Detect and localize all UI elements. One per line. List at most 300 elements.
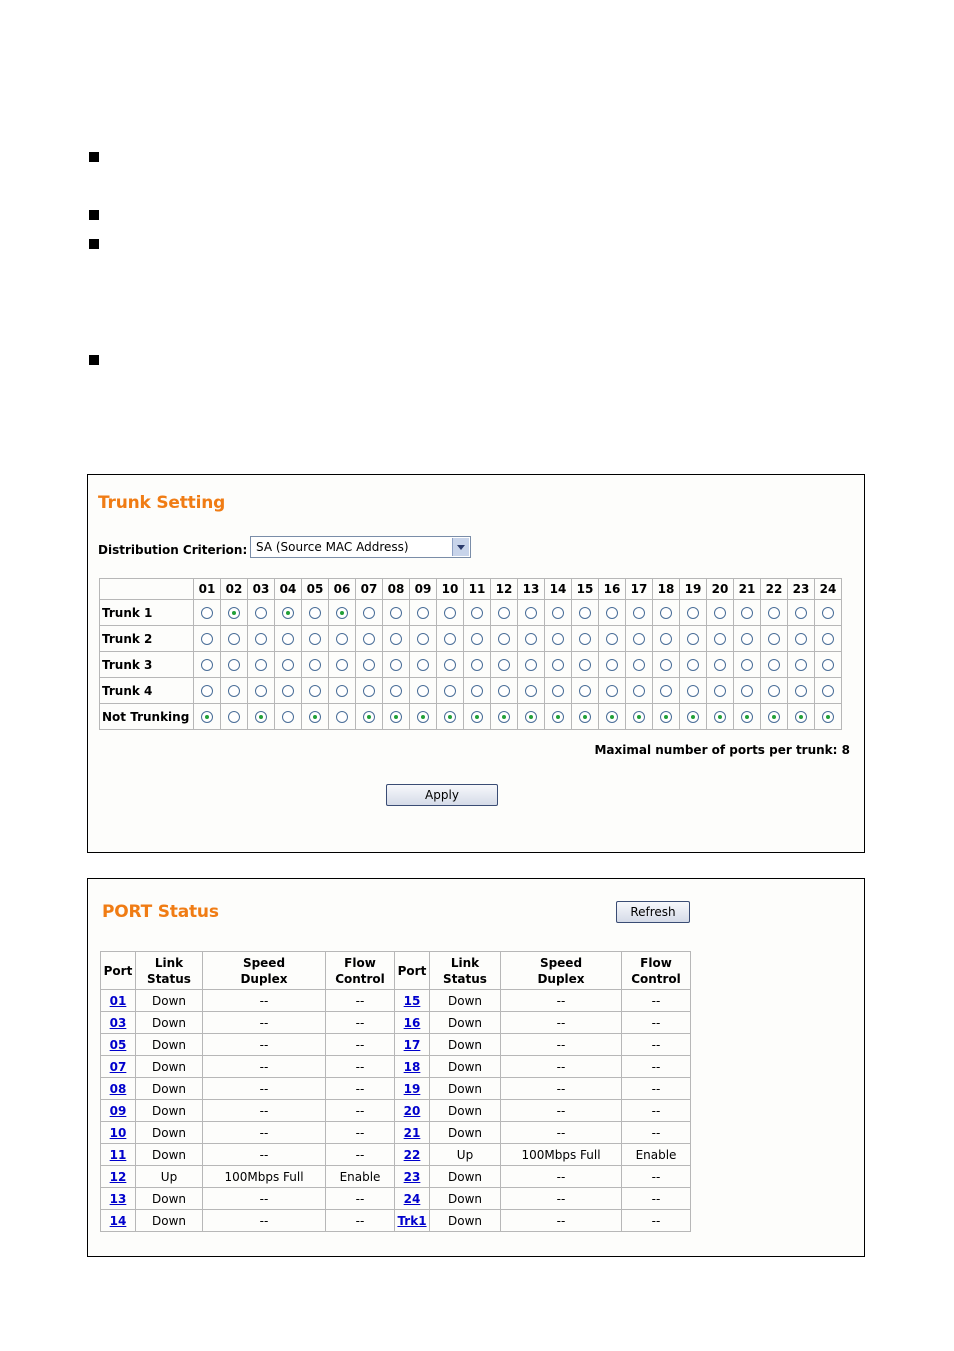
port-link[interactable]: 01 [109,993,127,1008]
port-radio[interactable] [687,659,699,671]
port-radio[interactable] [741,711,753,723]
trunk-cell [572,704,599,730]
port-radio[interactable] [471,633,483,645]
port-header: 09 [410,579,437,600]
trunk-cell [248,626,275,652]
trunk-cell [707,600,734,626]
trunk-cell [302,704,329,730]
trunk-cell [761,600,788,626]
port-radio[interactable] [201,659,213,671]
trunk-cell [788,652,815,678]
link-status-cell: Down [430,1034,501,1056]
port-link[interactable]: 21 [403,1125,421,1140]
trunk-setting-panel [87,474,865,853]
port-header: 16 [599,579,626,600]
link-status-cell: Down [136,1056,203,1078]
port-radio[interactable] [363,607,375,619]
port-radio[interactable] [822,607,834,619]
port-header: 07 [356,579,383,600]
flow-control-cell: -- [622,1166,691,1188]
trunk-row [100,652,842,678]
flow-control-cell: -- [622,1210,691,1232]
port-header: 01 [194,579,221,600]
port-header: 06 [329,579,356,600]
port-header: 22 [761,579,788,600]
port-radio[interactable] [633,685,645,697]
port-radio[interactable] [633,659,645,671]
port-radio[interactable] [687,685,699,697]
port-radio[interactable] [309,659,321,671]
trunk-cell [680,652,707,678]
port-radio[interactable] [633,607,645,619]
trunk-cell [788,678,815,704]
port-radio[interactable] [336,711,348,723]
port-radio[interactable] [255,633,267,645]
port-radio[interactable] [255,607,267,619]
port-radio[interactable] [714,659,726,671]
flow-control-cell: -- [326,1188,395,1210]
port-radio[interactable] [552,607,564,619]
trunk-cell [518,600,545,626]
port-radio[interactable] [795,685,807,697]
apply-button[interactable]: Apply [386,784,498,806]
flow-control-cell: -- [622,1100,691,1122]
port-radio[interactable] [606,711,618,723]
port-radio[interactable] [660,607,672,619]
port-radio[interactable] [309,607,321,619]
trunk-cell [626,678,653,704]
port-radio[interactable] [444,607,456,619]
port-radio[interactable] [471,659,483,671]
trunk-cell [626,626,653,652]
port-link[interactable]: 03 [109,1015,127,1030]
trunk-cell [275,652,302,678]
trunk-cell [248,678,275,704]
port-radio[interactable] [390,659,402,671]
port-radio[interactable] [579,659,591,671]
port-radio[interactable] [822,685,834,697]
port-radio[interactable] [525,607,537,619]
port-cell [101,1034,136,1056]
port-link[interactable]: 18 [403,1059,421,1074]
port-link[interactable]: 13 [109,1191,127,1206]
trunk-cell [518,652,545,678]
port-radio[interactable] [471,711,483,723]
speed-duplex-cell: -- [501,1100,622,1122]
flow-control-cell: Enable [326,1166,395,1188]
port-radio[interactable] [498,633,510,645]
port-radio[interactable] [390,711,402,723]
trunk-table [99,578,842,730]
port-radio[interactable] [390,607,402,619]
trunk-cell [275,678,302,704]
bullet-marker [89,152,99,162]
speed-duplex-cell: 100Mbps Full [203,1166,326,1188]
speed-duplex-cell: -- [203,1034,326,1056]
port-radio[interactable] [228,633,240,645]
trunk-cell [302,678,329,704]
port-radio[interactable] [282,685,294,697]
port-radio[interactable] [579,685,591,697]
port-radio[interactable] [741,633,753,645]
table-row [101,1100,691,1122]
port-cell [395,1166,430,1188]
trunk-cell [194,652,221,678]
trunk-cell [356,652,383,678]
flow-control-cell: -- [622,1188,691,1210]
port-radio[interactable] [282,633,294,645]
trunk-cell [545,600,572,626]
port-radio[interactable] [606,633,618,645]
port-link[interactable]: 09 [109,1103,127,1118]
port-radio[interactable] [552,685,564,697]
port-radio[interactable] [795,711,807,723]
speed-duplex-cell: -- [501,1034,622,1056]
port-link[interactable]: 08 [109,1081,127,1096]
port-link[interactable]: 10 [109,1125,127,1140]
trunk-cell [383,678,410,704]
port-radio[interactable] [309,633,321,645]
port-radio[interactable] [525,685,537,697]
port-radio[interactable] [660,659,672,671]
port-radio[interactable] [525,711,537,723]
trunk-cell [734,678,761,704]
trunk-cell [302,600,329,626]
port-status-panel [87,878,865,1257]
port-radio[interactable] [336,633,348,645]
trunk-cell [761,678,788,704]
port-radio[interactable] [768,659,780,671]
trunk-cell [680,600,707,626]
speed-duplex-cell: -- [501,1012,622,1034]
col-header-flow-control: Flow Control [622,952,691,990]
port-radio[interactable] [714,607,726,619]
trunk-cell [491,678,518,704]
port-radio[interactable] [417,607,429,619]
port-link[interactable]: 12 [109,1169,127,1184]
trunk-cell [653,626,680,652]
link-status-cell: Down [430,1078,501,1100]
trunk-cell [491,652,518,678]
flow-control-cell: -- [622,1012,691,1034]
port-radio[interactable] [606,607,618,619]
port-radio[interactable] [228,711,240,723]
col-header-flow-control: Flow Control [326,952,395,990]
port-radio[interactable] [552,659,564,671]
refresh-button[interactable]: Refresh [616,901,690,923]
port-header: 02 [221,579,248,600]
trunk-cell [626,600,653,626]
trunk-row-label: Trunk 2 [100,626,194,652]
link-status-cell: Up [136,1166,203,1188]
port-radio[interactable] [309,711,321,723]
trunk-cell [221,626,248,652]
port-radio[interactable] [363,633,375,645]
trunk-cell [329,678,356,704]
link-status-cell: Down [430,1100,501,1122]
port-radio[interactable] [444,659,456,671]
port-radio[interactable] [228,685,240,697]
trunk-cell [572,600,599,626]
col-header-link-status: Link Status [430,952,501,990]
port-radio[interactable] [714,711,726,723]
port-radio[interactable] [417,659,429,671]
link-status-cell: Down [430,1122,501,1144]
port-radio[interactable] [822,659,834,671]
trunk-cell [545,626,572,652]
link-status-cell: Down [136,1012,203,1034]
port-cell [395,1188,430,1210]
trunk-cell [599,652,626,678]
port-radio[interactable] [660,685,672,697]
table-row [101,1144,691,1166]
port-radio[interactable] [552,711,564,723]
trunk-cell [437,704,464,730]
port-link[interactable]: 17 [403,1037,421,1052]
port-radio[interactable] [660,711,672,723]
port-radio[interactable] [444,633,456,645]
link-status-cell: Down [430,990,501,1012]
port-header: 21 [734,579,761,600]
port-link[interactable]: 22 [403,1147,421,1162]
port-cell [395,1078,430,1100]
port-radio[interactable] [606,685,618,697]
port-radio[interactable] [309,685,321,697]
trunk-cell [329,626,356,652]
trunk-cell [653,704,680,730]
trunk-cell [383,600,410,626]
port-radio[interactable] [579,607,591,619]
port-radio[interactable] [498,685,510,697]
trunk-cell [572,678,599,704]
trunk-cell [653,652,680,678]
port-radio[interactable] [417,633,429,645]
port-radio[interactable] [228,607,240,619]
port-radio[interactable] [714,633,726,645]
port-radio[interactable] [498,659,510,671]
trunk-cell [275,704,302,730]
chevron-down-icon[interactable] [452,538,469,556]
link-status-cell: Down [136,1078,203,1100]
port-radio[interactable] [822,633,834,645]
flow-control-cell: -- [326,1056,395,1078]
port-radio[interactable] [687,607,699,619]
trunk-cell [815,626,842,652]
bullet-marker [89,210,99,220]
port-radio[interactable] [498,711,510,723]
port-radio[interactable] [363,659,375,671]
port-radio[interactable] [471,685,483,697]
port-radio[interactable] [255,711,267,723]
port-header: 04 [275,579,302,600]
trunk-cell [356,626,383,652]
port-radio[interactable] [201,607,213,619]
trunk-row-label: Trunk 3 [100,652,194,678]
port-cell [395,1210,430,1232]
port-radio[interactable] [525,633,537,645]
trunk-cell [518,626,545,652]
port-radio[interactable] [228,659,240,671]
port-link[interactable]: 20 [403,1103,421,1118]
port-radio[interactable] [822,711,834,723]
link-status-cell: Down [136,1100,203,1122]
trunk-cell [653,600,680,626]
port-radio[interactable] [768,711,780,723]
port-radio[interactable] [795,659,807,671]
trunk-cell [410,678,437,704]
port-link[interactable]: 05 [109,1037,127,1052]
port-radio[interactable] [660,633,672,645]
flow-control-cell: Enable [622,1144,691,1166]
port-radio[interactable] [795,607,807,619]
flow-control-cell: -- [622,1034,691,1056]
port-link[interactable]: 11 [109,1147,127,1162]
port-radio[interactable] [552,633,564,645]
trunk-cell [383,626,410,652]
port-radio[interactable] [741,607,753,619]
trunk-cell [410,652,437,678]
port-radio[interactable] [390,633,402,645]
trunk-cell [626,652,653,678]
port-radio[interactable] [795,633,807,645]
distribution-criterion-label: Distribution Criterion: [98,543,248,557]
trunk-cell [221,600,248,626]
port-link[interactable]: 07 [109,1059,127,1074]
trunk-cell [275,626,302,652]
speed-duplex-cell: -- [501,990,622,1012]
trunk-cell [329,704,356,730]
port-radio[interactable] [201,711,213,723]
trunk-cell [383,652,410,678]
port-radio[interactable] [336,607,348,619]
port-radio[interactable] [633,711,645,723]
trunk-cell [572,652,599,678]
port-radio[interactable] [498,607,510,619]
trunk-cell [599,626,626,652]
trunk-cell [734,704,761,730]
port-radio[interactable] [255,685,267,697]
port-radio[interactable] [633,633,645,645]
trunk-cell [410,626,437,652]
trunk-cell [653,678,680,704]
port-radio[interactable] [201,633,213,645]
port-link[interactable]: 15 [403,993,421,1008]
bullet-marker [89,355,99,365]
speed-duplex-cell: -- [203,1056,326,1078]
trunk-cell [707,678,734,704]
trunk-cell [302,626,329,652]
port-cell [101,990,136,1012]
flow-control-cell: -- [326,1144,395,1166]
port-link[interactable]: Trk1 [397,1213,427,1228]
trunk-cell [464,704,491,730]
trunk-cell [464,678,491,704]
port-radio[interactable] [282,711,294,723]
port-radio[interactable] [255,659,267,671]
trunk-cell [248,600,275,626]
port-radio[interactable] [579,711,591,723]
speed-duplex-cell: -- [203,1210,326,1232]
distribution-criterion-select[interactable] [250,536,471,558]
col-header-port: Port [395,952,430,990]
port-radio[interactable] [336,685,348,697]
trunk-cell [707,704,734,730]
port-radio[interactable] [363,711,375,723]
port-link[interactable]: 24 [403,1191,421,1206]
trunk-row-label: Trunk 1 [100,600,194,626]
port-radio[interactable] [417,685,429,697]
table-row [101,990,691,1012]
port-radio[interactable] [741,659,753,671]
port-radio[interactable] [282,607,294,619]
speed-duplex-cell: -- [203,1144,326,1166]
speed-duplex-cell: -- [203,1012,326,1034]
trunk-cell [464,626,491,652]
trunk-cell [302,652,329,678]
port-radio[interactable] [768,685,780,697]
table-row [101,1034,691,1056]
port-link[interactable]: 16 [403,1015,421,1030]
port-radio[interactable] [444,711,456,723]
flow-control-cell: -- [622,1056,691,1078]
port-radio[interactable] [687,711,699,723]
port-radio[interactable] [606,659,618,671]
port-radio[interactable] [525,659,537,671]
port-cell [101,1144,136,1166]
port-radio[interactable] [687,633,699,645]
trunk-cell [437,600,464,626]
trunk-cell [815,600,842,626]
port-link[interactable]: 19 [403,1081,421,1096]
link-status-cell: Down [430,1056,501,1078]
port-radio[interactable] [768,607,780,619]
port-radio[interactable] [417,711,429,723]
speed-duplex-cell: -- [501,1188,622,1210]
trunk-cell [221,652,248,678]
port-radio[interactable] [363,685,375,697]
trunk-cell [545,678,572,704]
port-radio[interactable] [390,685,402,697]
trunk-cell [221,678,248,704]
port-radio[interactable] [336,659,348,671]
port-radio[interactable] [471,607,483,619]
port-radio[interactable] [201,685,213,697]
port-header: 11 [464,579,491,600]
speed-duplex-cell: -- [203,1122,326,1144]
bullet-marker [89,239,99,249]
port-header: 15 [572,579,599,600]
port-header: 23 [788,579,815,600]
port-radio[interactable] [579,633,591,645]
col-header-port: Port [101,952,136,990]
port-radio[interactable] [444,685,456,697]
port-radio[interactable] [768,633,780,645]
trunk-row [100,600,842,626]
link-status-cell: Down [430,1210,501,1232]
port-radio[interactable] [714,685,726,697]
trunk-cell [788,600,815,626]
trunk-cell [194,600,221,626]
speed-duplex-cell: -- [501,1166,622,1188]
port-cell [395,1100,430,1122]
port-radio[interactable] [282,659,294,671]
table-row [101,1012,691,1034]
port-link[interactable]: 23 [403,1169,421,1184]
flow-control-cell: -- [326,990,395,1012]
port-link[interactable]: 14 [109,1213,127,1228]
port-status-table [100,951,691,1232]
port-radio[interactable] [741,685,753,697]
